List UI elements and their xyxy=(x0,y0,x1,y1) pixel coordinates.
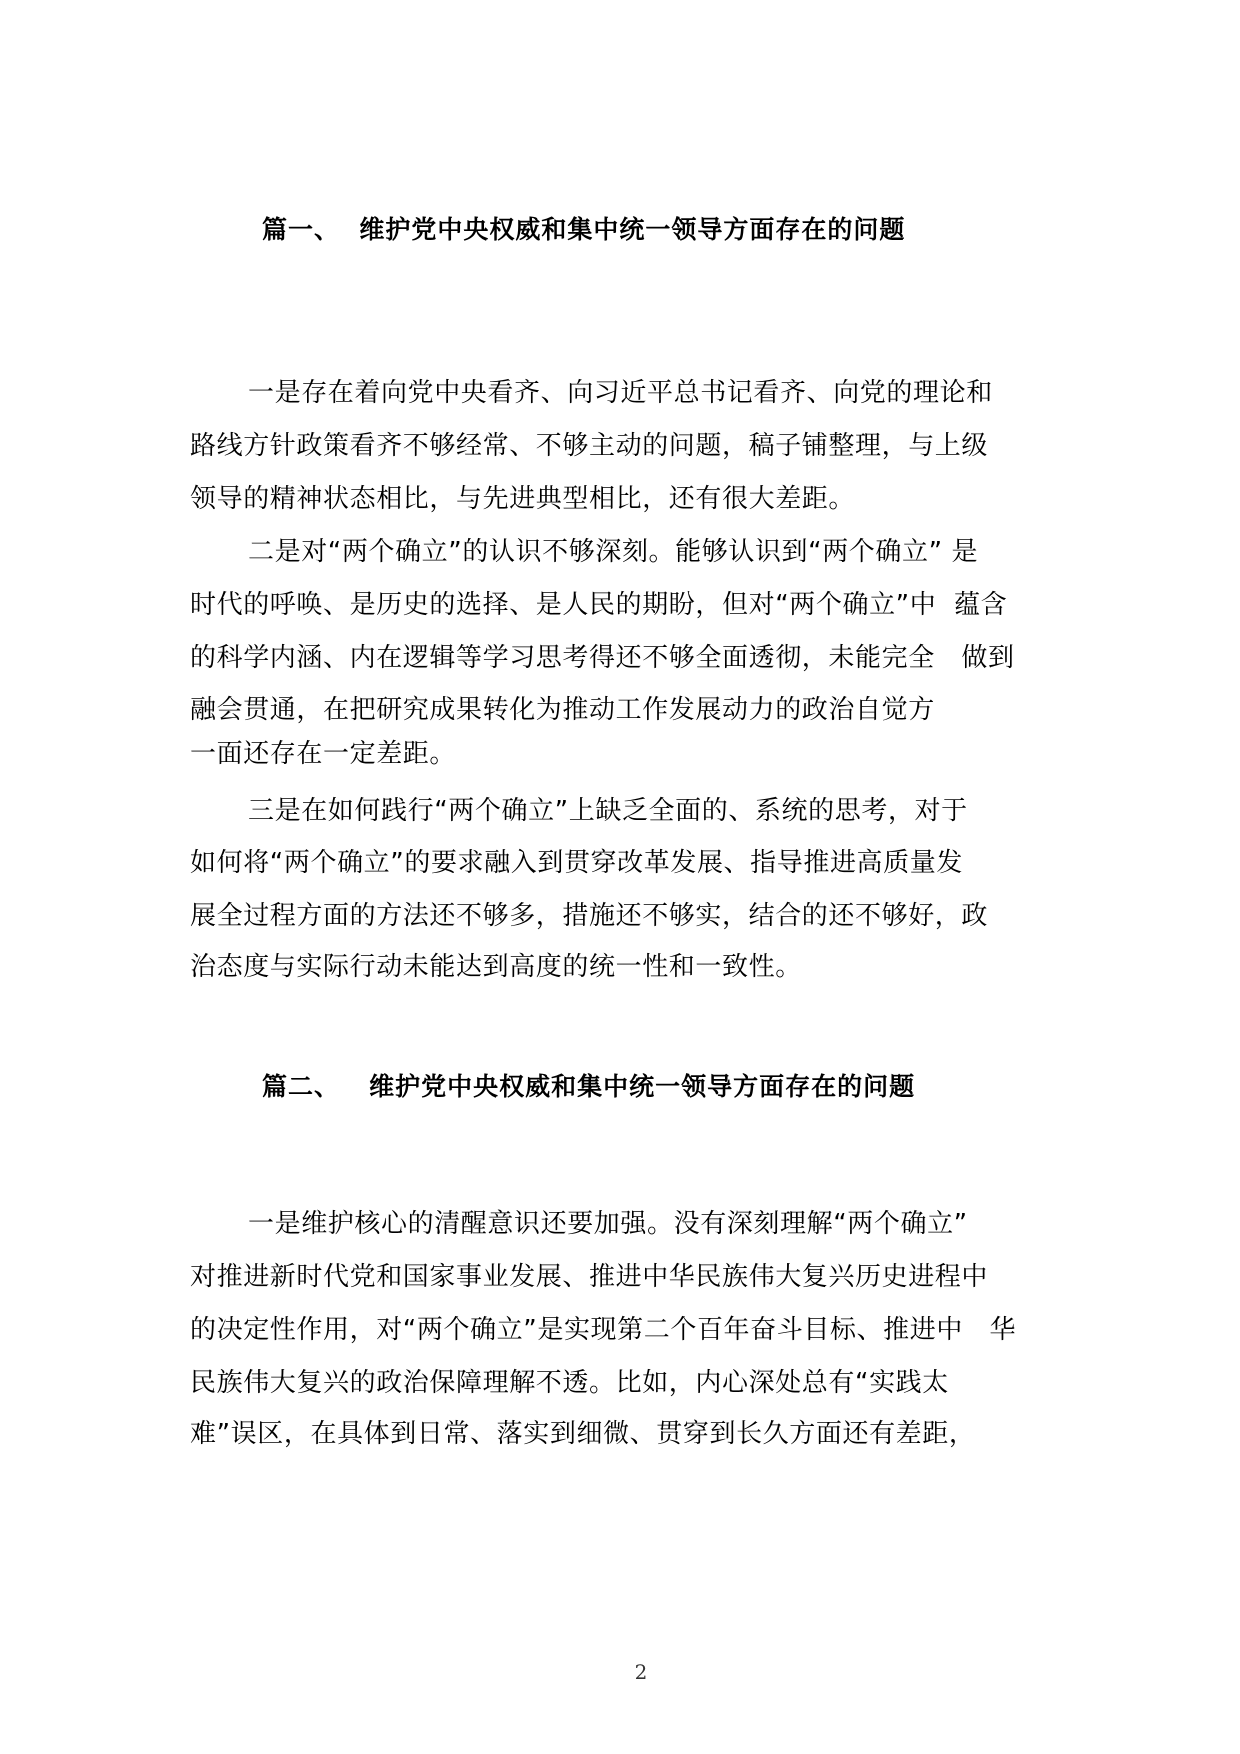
paragraph-line: 难”误区，在具体到日常、落实到细微、贯穿到长久方面还有差距， xyxy=(190,1419,976,1449)
paragraph-line: 一是存在着向党中央看齐、向习近平总书记看齐、向党的理论和 xyxy=(248,378,993,408)
paragraph-line: 的科学内涵、内在逻辑等学习思考得还不够全面透彻，未能完全 做到 xyxy=(190,643,1015,673)
paragraph-line: 三是在如何践行“两个确立”上缺乏全面的、系统的思考，对于 xyxy=(248,796,968,826)
paragraph-line: 时代的呼唤、是历史的选择、是人民的期盼，但对“两个确立”中 蕴含 xyxy=(190,590,1008,620)
paragraph-line: 二是对“两个确立”的认识不够深刻。能够认识到“两个确立” 是 xyxy=(248,537,979,567)
paragraph-line: 的决定性作用，对“两个确立”是实现第二个百年奋斗目标、推进中 华 xyxy=(190,1315,1017,1345)
paragraph-line: 一面还存在一定差距。 xyxy=(190,739,457,769)
paragraph-line: 展全过程方面的方法还不够多，措施还不够实，结合的还不够好，政 xyxy=(190,901,989,931)
paragraph-line: 路线方针政策看齐不够经常、不够主动的问题，稿子铺整理，与上级 xyxy=(190,431,989,461)
section-1-heading: 篇一、 维护党中央权威和集中统一领导方面存在的问题 xyxy=(262,215,906,244)
paragraph-line: 民族伟大复兴的政治保障理解不透。比如，内心深处总有“实践太 xyxy=(190,1368,949,1398)
paragraph-line: 领导的精神状态相比，与先进典型相比，还有很大差距。 xyxy=(190,484,856,514)
paragraph-line: 治态度与实际行动未能达到高度的统一性和一致性。 xyxy=(190,952,802,982)
section-2-heading: 篇二、 维护党中央权威和集中统一领导方面存在的问题 xyxy=(262,1072,916,1101)
paragraph-line: 对推进新时代党和国家事业发展、推进中华民族伟大复兴历史进程中 xyxy=(190,1262,989,1292)
page-number: 2 xyxy=(634,1660,648,1684)
paragraph-line: 如何将“两个确立”的要求融入到贯穿改革发展、指导推进高质量发 xyxy=(190,848,963,878)
paragraph-line: 一是维护核心的清醒意识还要加强。没有深刻理解“两个确立” xyxy=(248,1209,968,1239)
paragraph-line: 融会贯通，在把研究成果转化为推动工作发展动力的政治自觉方 xyxy=(190,695,935,725)
